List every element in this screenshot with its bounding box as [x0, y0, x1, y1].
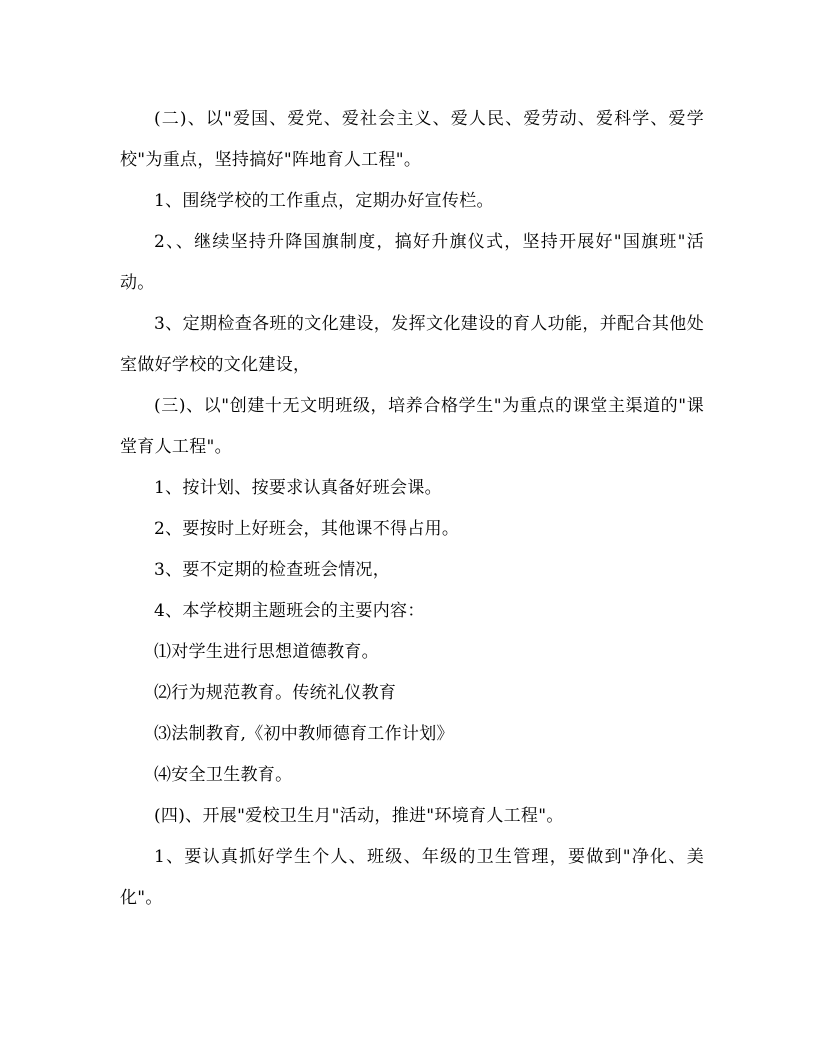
list-item: ⑴对学生进行思想道德教育。 — [154, 642, 379, 662]
paragraph-item: 4、本学校期主题班会的主要内容： — [154, 601, 425, 621]
document-body — [120, 99, 704, 919]
paragraph-item: 2、要按时上好班会，其他课不得占用。 — [154, 519, 460, 539]
list-item: ⑶法制教育,《初中教师德育工作计划》 — [154, 724, 454, 744]
paragraph-item: 1、围绕学校的工作重点，定期办好宣传栏。 — [154, 191, 494, 211]
section-heading-4: (四)、开展"爱校卫生月"活动，推进"环境育人工程"。 — [154, 806, 564, 826]
paragraph-item: 1、按计划、按要求认真备好班会课。 — [154, 478, 442, 498]
paragraph-item: 2、、继续坚持升降国旗制度，搞好升旗仪式，坚持开展好"国旗班"活动。 — [120, 232, 704, 293]
list-item: ⑵行为规范教育。传统礼仪教育 — [154, 683, 397, 703]
list-item: ⑷安全卫生教育。 — [154, 765, 293, 785]
section-heading-2: (二)、以"爱国、爱党、爱社会主义、爱人民、爱劳动、爱科学、爱学校"为重点，坚持搞好"阵地育人工程"。 — [120, 109, 704, 170]
section-heading-3: (三)、以"创建十无文明班级，培养合格学生"为重点的课堂主渠道的"课堂育人工程"。 — [120, 396, 704, 457]
paragraph-item: 1、要认真抓好学生个人、班级、年级的卫生管理，要做到"净化、美化"。 — [120, 847, 704, 908]
paragraph-item: 3、定期检查各班的文化建设，发挥文化建设的育人功能，并配合其他处室做好学校的文化建设， — [120, 314, 704, 375]
paragraph-item: 3、要不定期的检查班会情况， — [154, 560, 391, 580]
